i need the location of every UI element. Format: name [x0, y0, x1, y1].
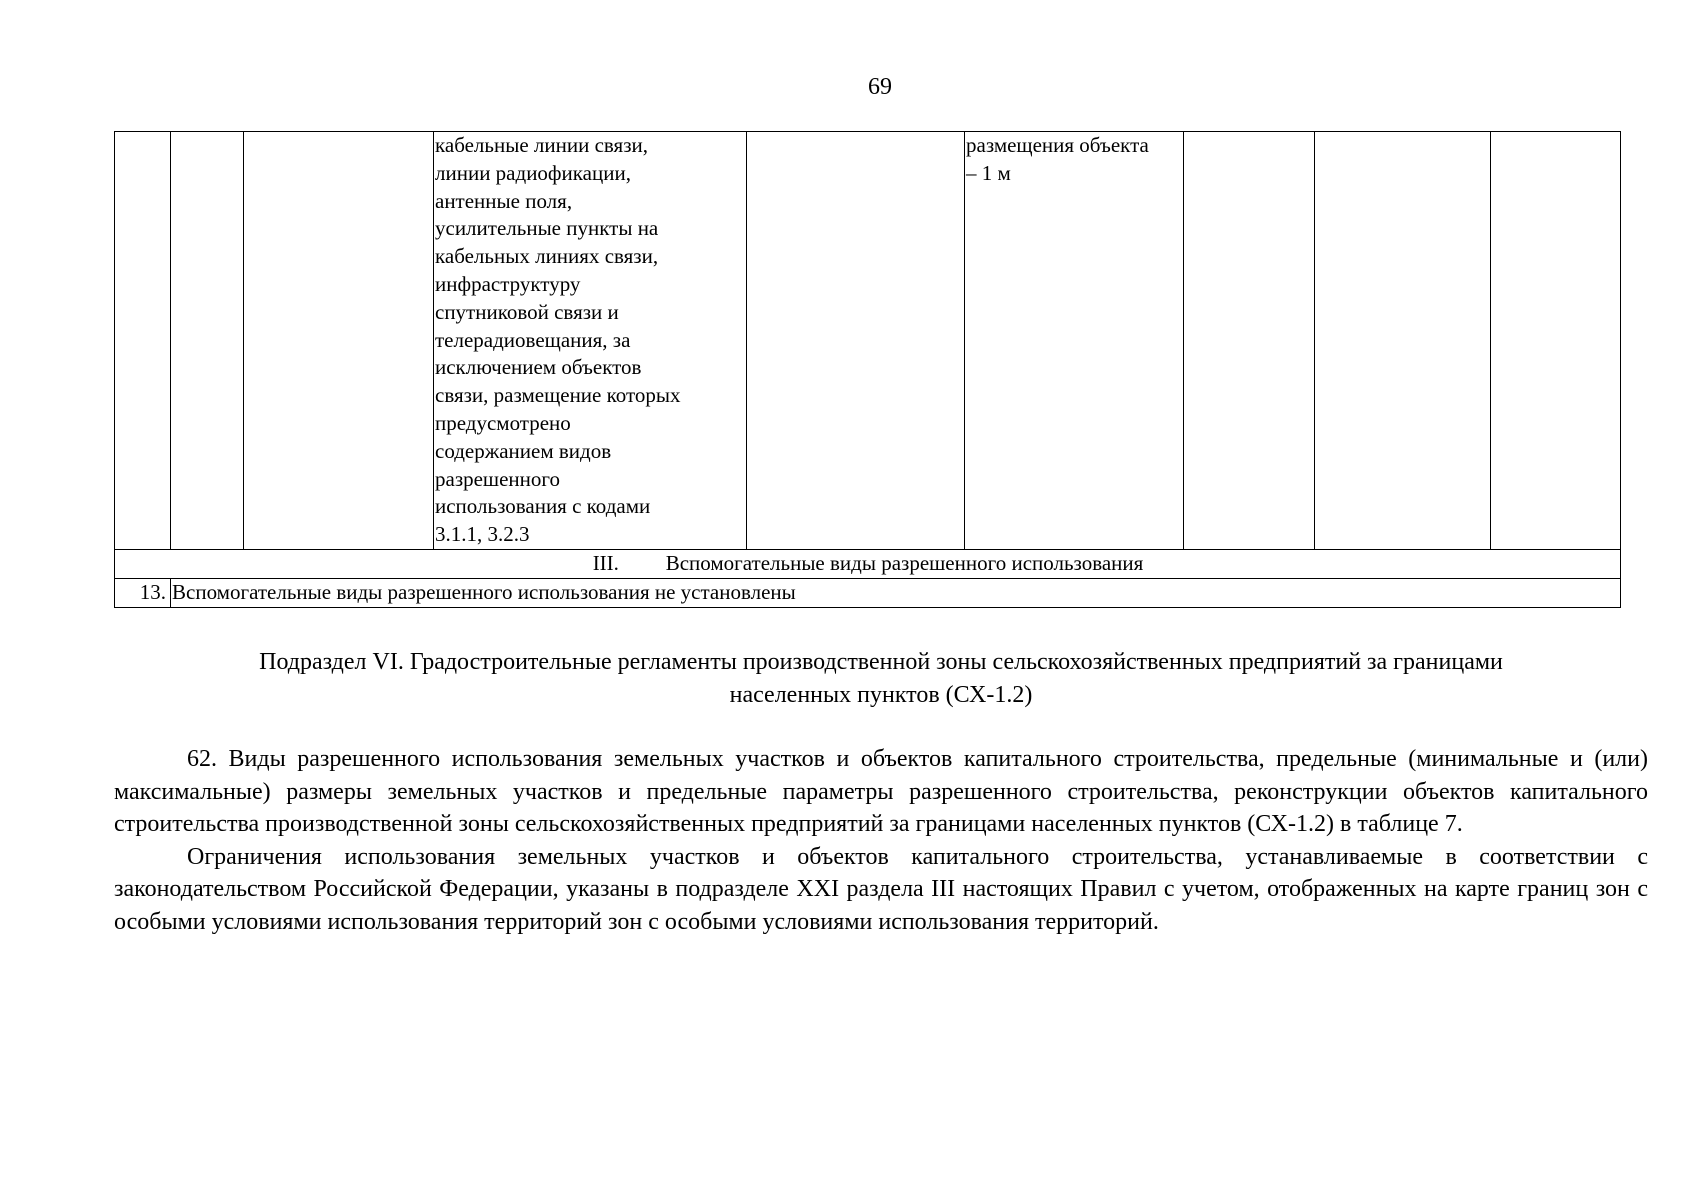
- cell-line: 3.1.1, 3.2.3: [435, 522, 530, 547]
- table-cell-empty: [1491, 132, 1621, 550]
- section-header-cell: [115, 549, 1621, 578]
- row-number: 13.: [115, 578, 171, 607]
- row-description: Вспомогательные виды разрешенного использования не установлены: [171, 578, 1621, 607]
- cell-line: инфраструктуру: [435, 271, 581, 296]
- table-cell-empty: [1184, 132, 1315, 550]
- cell-line: предусмотрено: [435, 410, 571, 435]
- subsection-title-line: населенных пунктов (СХ-1.2): [729, 682, 1033, 708]
- section-numeral: III.: [592, 550, 619, 575]
- table-row-13: [115, 578, 1621, 607]
- cell-line: размещения объекта: [966, 133, 1149, 157]
- cell-line: спутниковой связи и: [435, 299, 619, 324]
- cell-line: кабельные линии связи,: [435, 133, 648, 157]
- table-cell-empty: [747, 132, 965, 550]
- paragraph-62: 62. Виды разрешенного использования земельных участков и объектов капитального строительства, предельные (минимальные и (или) максимальные) размеры земельных участков и предельные параметры разрешенного строительства, реконструкции объектов капитального строительства производственной зоны сельскохозяйственных предприятий за границами населенных пунктов (СХ-1.2) в таблице 7.: [114, 746, 1648, 838]
- table-row-continued: [115, 132, 1621, 550]
- table-cell-empty: [1315, 132, 1491, 550]
- subsection-title: [114, 646, 1648, 712]
- subsection-title-line: Подраздел VI. Градостроительные регламенты производственной зоны сельскохозяйственных предприятий за границами: [259, 649, 1503, 675]
- table-section-header: [115, 549, 1621, 578]
- cell-line: телерадиовещания, за: [435, 327, 631, 352]
- table-cell-empty: [244, 132, 434, 550]
- cell-line: связи, размещение которых: [435, 383, 681, 408]
- cell-line: усилительные пункты на: [435, 216, 659, 241]
- cell-line: кабельных линиях связи,: [435, 244, 659, 269]
- section-title: Вспомогательные виды разрешенного использования: [665, 550, 1144, 575]
- cell-line: исключением объектов: [435, 355, 642, 380]
- cell-line: разрешенного: [435, 466, 560, 491]
- paragraph-restrictions: Ограничения использования земельных участков и объектов капитального строительства, устанавливаемые в соответствии с законодательством Российской Федерации, указаны в подразделе XXI раздела III настоящих Правил с учетом, отображенных на карте границ зон с особыми условиями использования территорий зон с особыми условиями использования территорий.: [114, 843, 1648, 935]
- cell-line: линии радиофикации,: [435, 160, 631, 185]
- cell-line: – 1 м: [966, 160, 1011, 185]
- cell-line: содержанием видов: [435, 438, 612, 463]
- body-text: [114, 743, 1648, 939]
- page-number: 69: [868, 74, 892, 100]
- table-cell-empty: [115, 132, 171, 550]
- table-cell-use-description: [434, 132, 747, 550]
- regulations-table: [114, 131, 1621, 608]
- table-cell-empty: [171, 132, 244, 550]
- table-cell-setback: [965, 132, 1184, 550]
- cell-line: антенные поля,: [435, 188, 573, 213]
- cell-line: использования с кодами: [435, 494, 651, 519]
